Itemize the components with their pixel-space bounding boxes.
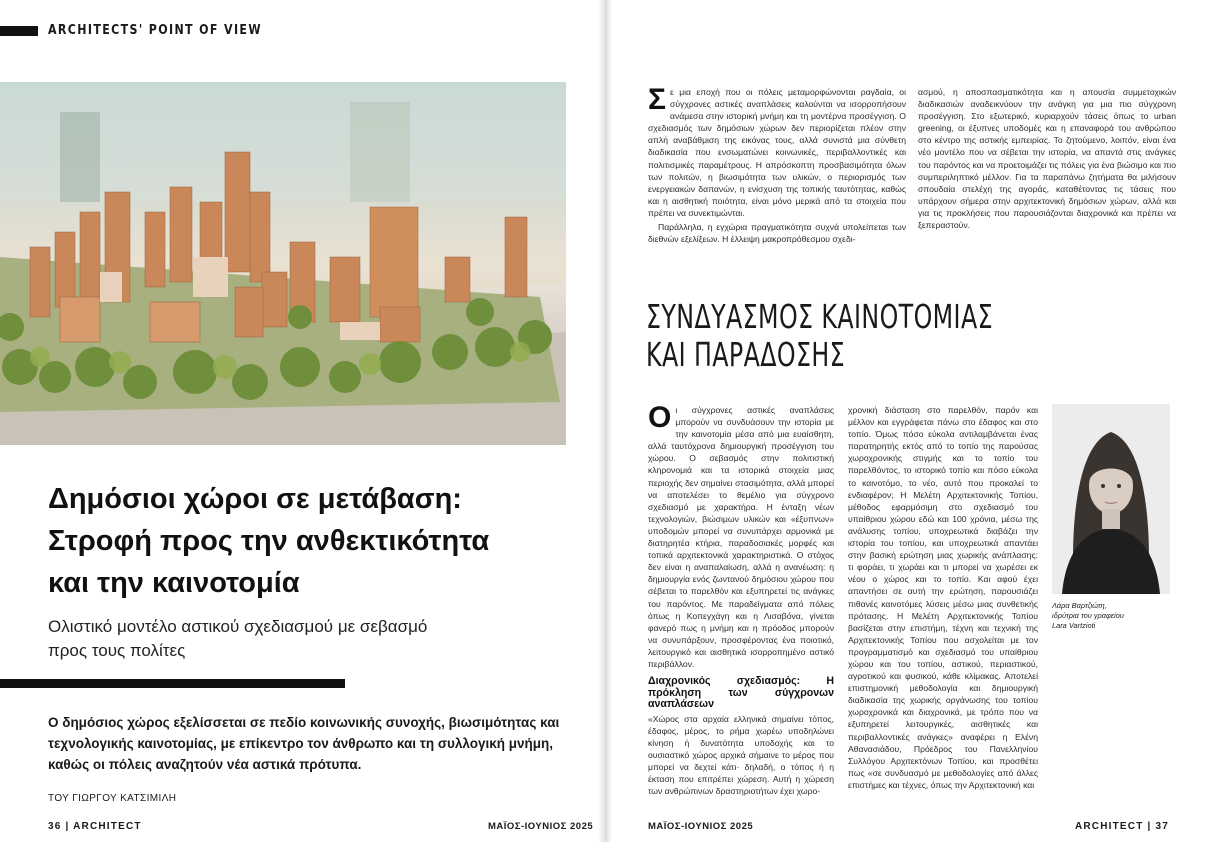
page-number-left: 36 | ARCHITECT	[48, 821, 142, 832]
body-paragraph: «Χώρος στα αρχαία ελληνικά σημαίνει τόπος, έδαφος, μέρος, το ρήμα χωρέω υποδηλώνει κίνηση ή δυνατότητα υποδοχής και το ουσιαστικό χώρος αρχικά σήμαινε το μέρος που μπορεί να δεχτεί κάτι· δηλαδή, ο τόπος ή η έκταση που επιτρέπει χώρεση. Αυτή η χώρεση των ανθρώπινων δραστηριοτήτων έχει χωρο-	[648, 713, 834, 797]
page-number-right: ARCHITECT | 37	[1074, 821, 1169, 832]
issue-date-right: ΜΑΪΟΣ-ΙΟΥΝΙΟΣ 2025	[648, 821, 754, 832]
article-title	[48, 478, 578, 604]
subheading: Διαχρονικός σχεδιασμός: Η πρόκληση των σύγχρονων αναπλάσεων	[648, 675, 834, 711]
caption-line: ιδρύτρια του γραφείου	[1052, 611, 1124, 620]
body-paragraph	[648, 401, 834, 670]
intro-column-1	[648, 83, 906, 247]
city-model-illustration	[0, 82, 566, 445]
city-model-photo	[0, 82, 566, 445]
body-column-1	[648, 401, 834, 799]
dropcap: Σ	[648, 83, 667, 116]
subtitle-line: Ολιστικό μοντέλο αστικού σχεδιασμού με σεβασμό	[48, 617, 428, 636]
dropcap: Ο	[648, 401, 672, 434]
caption-line: Λάρα Βαρτζιώτη,	[1052, 601, 1107, 610]
portrait-photo	[1052, 404, 1170, 594]
caption-line: Lara Vartzioti	[1052, 621, 1096, 630]
title-line: και την καινοτομία	[48, 567, 300, 599]
intro-column-2	[918, 86, 1176, 233]
subtitle-line: προς τους πολίτες	[48, 641, 186, 660]
title-line: Στροφή προς την ανθεκτικότητα	[48, 525, 490, 557]
article-subtitle	[48, 615, 568, 663]
intro-paragraph: Παράλληλα, η εγχώρια πραγματικότητα συχνά υπολείπεται των διεθνών εξελίξεων. Η έλλειψη μακροπρόθεσμου σχεδι-	[648, 222, 906, 245]
body-paragraph: χρονική διάσταση στο παρελθόν, παρόν και μέλλον και εγγράφεται πάνω στο έδαφος και στο τοπίο. Όμως πόσο εύκολα αντιλαμβάνεται ένας παρατηρητής εκτός από το τοπίο της παρούσας χωροχρονικής στιγμής και το τοπίο του παρελθόντος, το ιστορικό τοπίο και πόσο εύκολα το καινοτόμο, το νέο, αυτό που προκαλεί το ενδιαφέρον; Η Μελέτη Αρχιτεκτονικής Τοπίου, μέθοδος εφαρμόσιμη στο σχεδιασμό του υπαίθριου χώρου εδώ και 100 χρόνια, μέσω της ανάλυσης τοπίου, υποχρεωτικά διαβάζει την ιστορία του τοπίου, και υποχρεωτικά απαντάει στην βασική ερώτηση μιας χωρικής ανάπλασης: τι φοράει, τι χωράει και τι μπορεί να χωρέσει εκ νέου ο χώρος και το τοπίο. Και αφού έχει απαντήσει σε αυτή την ερώτηση, παρουσιάζει πιθανές καινοτόμες λύσεις μέσω μιας συνθετικής πρότασης. Η Μελέτη Αρχιτεκτονικής Τοπίου βασίζεται στην επιστήμη, τέχνη και τεχνική της Αρχιτεκτονικής Τοπίου που ασχολείται με τον προγραμματισμό και σχεδιασμό του υπαίθριου χώρου και του τοπίου, αστικού, περιαστικού, αγροτικού και φυσικού, κάθε κλίμακας. Αποτελεί επιστημονική μεθοδολογία και δημιουργική διαδικασία της χωρικής οργάνωσης του τοπίου χωροχρονικά και διαχρονικά, με τρόπο που να εξυπηρετεί λειτουργικές, αισθητικές και περιβαλλοντικές ανάγκες» αναφέρει η Ελένη Αθανασιάδου, Πρόεδρος του Πανελληνίου Συλλόγου Αρχιτεκτόνων Τοπίου, και προσθέτει πως «σε συνδυασμό με μεθοδολογίες από άλλες επιστήμες και τέχνες, όπως την Αρχιτεκτονική και	[848, 405, 1038, 790]
issue-date-left: ΜΑΪΟΣ-ΙΟΥΝΙΟΣ 2025	[488, 821, 594, 832]
body-column-2	[848, 404, 1038, 793]
left-page	[0, 0, 600, 842]
lead-paragraph: Ο δημόσιος χώρος εξελίσσεται σε πεδίο κοινωνικής συνοχής, βιωσιμότητας και τεχνολογικής καινοτομίας, με επίκεντρο τον άνθρωπο και τη συλλογική μνήμη, καθώς οι πόλεις αναζητούν νέα αστικά πρότυπα.	[48, 715, 560, 772]
section-heading	[646, 298, 993, 374]
title-line: Δημόσιοι χώροι σε μετάβαση:	[48, 483, 462, 515]
section-header: ARCHITECTS' POINT OF VIEW	[48, 23, 262, 38]
portrait-illustration	[1052, 404, 1170, 594]
header-bar	[0, 26, 38, 36]
paragraph-text: ε μια εποχή που οι πόλεις μεταμορφώνονται ραγδαία, οι σύγχρονες αστικές αναπλάσεις καλούνται να ισορροπήσουν ανάμεσα στην ιστορική μνήμη και τη μοντέρνα προσέγγιση. Ο σχεδιασμός των δημόσιων χώρων δεν περιορίζεται πλέον στην απλή αναβάθμιση της εικόνας τους, αλλά συνιστά μια σύνθετη διαδικασία που ενσωματώνει κοινωνικές, περιβαλλοντικές και πολιτισμικές παραμέτρους. Η απρόσκοπτη προσβασιμότητα όλων των πολιτών, η βιωσιμότητα των υλικών, ο περιορισμός των ενεργειακών δαπανών, η ενίσχυση της τοπικής ταυτότητας, καθώς και η αισθητική ποιότητα, είναι μόνο μερικά από τα στοιχεία που πρέπει να συνεκτιμώνται.	[648, 87, 906, 218]
portrait-caption	[1052, 601, 1182, 631]
page-spine	[598, 0, 612, 842]
section-heading-line: ΚΑΙ ΠΑΡΑΔΟΣΗΣ	[646, 335, 846, 374]
byline: ΤΟΥ ΓΙΩΡΓΟΥ ΚΑΤΣΙΜΙΛΗ	[48, 793, 177, 804]
divider-bar	[0, 679, 345, 688]
intro-paragraph	[648, 83, 906, 219]
paragraph-text: ι σύγχρονες αστικές αναπλάσεις μπορούν να συνδυάσουν την ιστορία με την καινοτομία μέσα από μια ευαίσθητη, αλλά ταυτόχρονα δημιουργική προσέγγιση του χώρου. Ο σεβασμός στην πολιτιστική κληρονομιά και τα ιστορικά στοιχεία μιας περιοχής δεν σημαίνει στασιμότητα, αλλά μπορεί να αποτελέσει το θεμέλιο για σύγχρονο σχεδιασμό με χαρακτήρα. Η ένταξη νέων τεχνολογιών, βιώσιμων υλικών και «έξυπνων» υποδομών μπορεί να συνυπάρχει αρμονικά με διατηρητέα κτήρια, παραδοσιακές μορφές και τοπικά αρχιτεκτονικά χαρακτηριστικά. Ο στόχος δεν είναι η αναπαλαίωση, αλλά η ανανέωση: η δημιουργία ενός ζωντανού δημόσιου χώρου που σέβεται το παρελθόν και εξυπηρετεί τις ανάγκες του παρόντος. Με παραδείγματα από πόλεις όπως η Κοπεγχάγη και η Λισαβόνα, γίνεται φανερό πως η μνήμη και η πρόοδος μπορούν να συνυπάρξουν, προσφέροντας ένα ποιοτικό, λειτουργικό και αισθητικά ισορροπημένο αστικό περιβάλλον.	[648, 405, 834, 669]
section-heading-line: ΣΥΝΔΥΑΣΜΟΣ ΚΑΙΝΟΤΟΜΙΑΣ	[646, 297, 993, 336]
intro-paragraph: ασμού, η αποσπασματικότητα και η απουσία συμμετοχικών διαδικασιών αναδεικνύουν την ανάγκη για μια πιο σύγχρονη προσέγγιση. Στο εξωτερικό, κυριαρχούν τάσεις όπως το urban greening, οι έξυπνες υποδομές και η επαναφορά του ανθρώπου στο κέντρο της αστικής εμπειρίας. Το ζητούμενο, λοιπόν, είναι ένα νέο μοντέλο που να σέβεται την ιστορία, να απαντά στις ανάγκες του παρόντος και να προετοιμάζει τις πόλεις για ένα βιώσιμο και πιο συμπεριληπτικό μέλλον. Για τα παραπάνω ζητήματα θα μιλήσουν σπουδαία στελέχη της αγοράς, καταθέτοντας τις τάσεις που υπάρχουν σήμερα στην αρχιτεκτονική δημόσιων χώρων, αλλά και για τις προκλήσεις που παρουσιάζονται διαχρονικά και πρέπει να ξεπεραστούν.	[918, 87, 1176, 231]
right-page	[612, 0, 1209, 842]
